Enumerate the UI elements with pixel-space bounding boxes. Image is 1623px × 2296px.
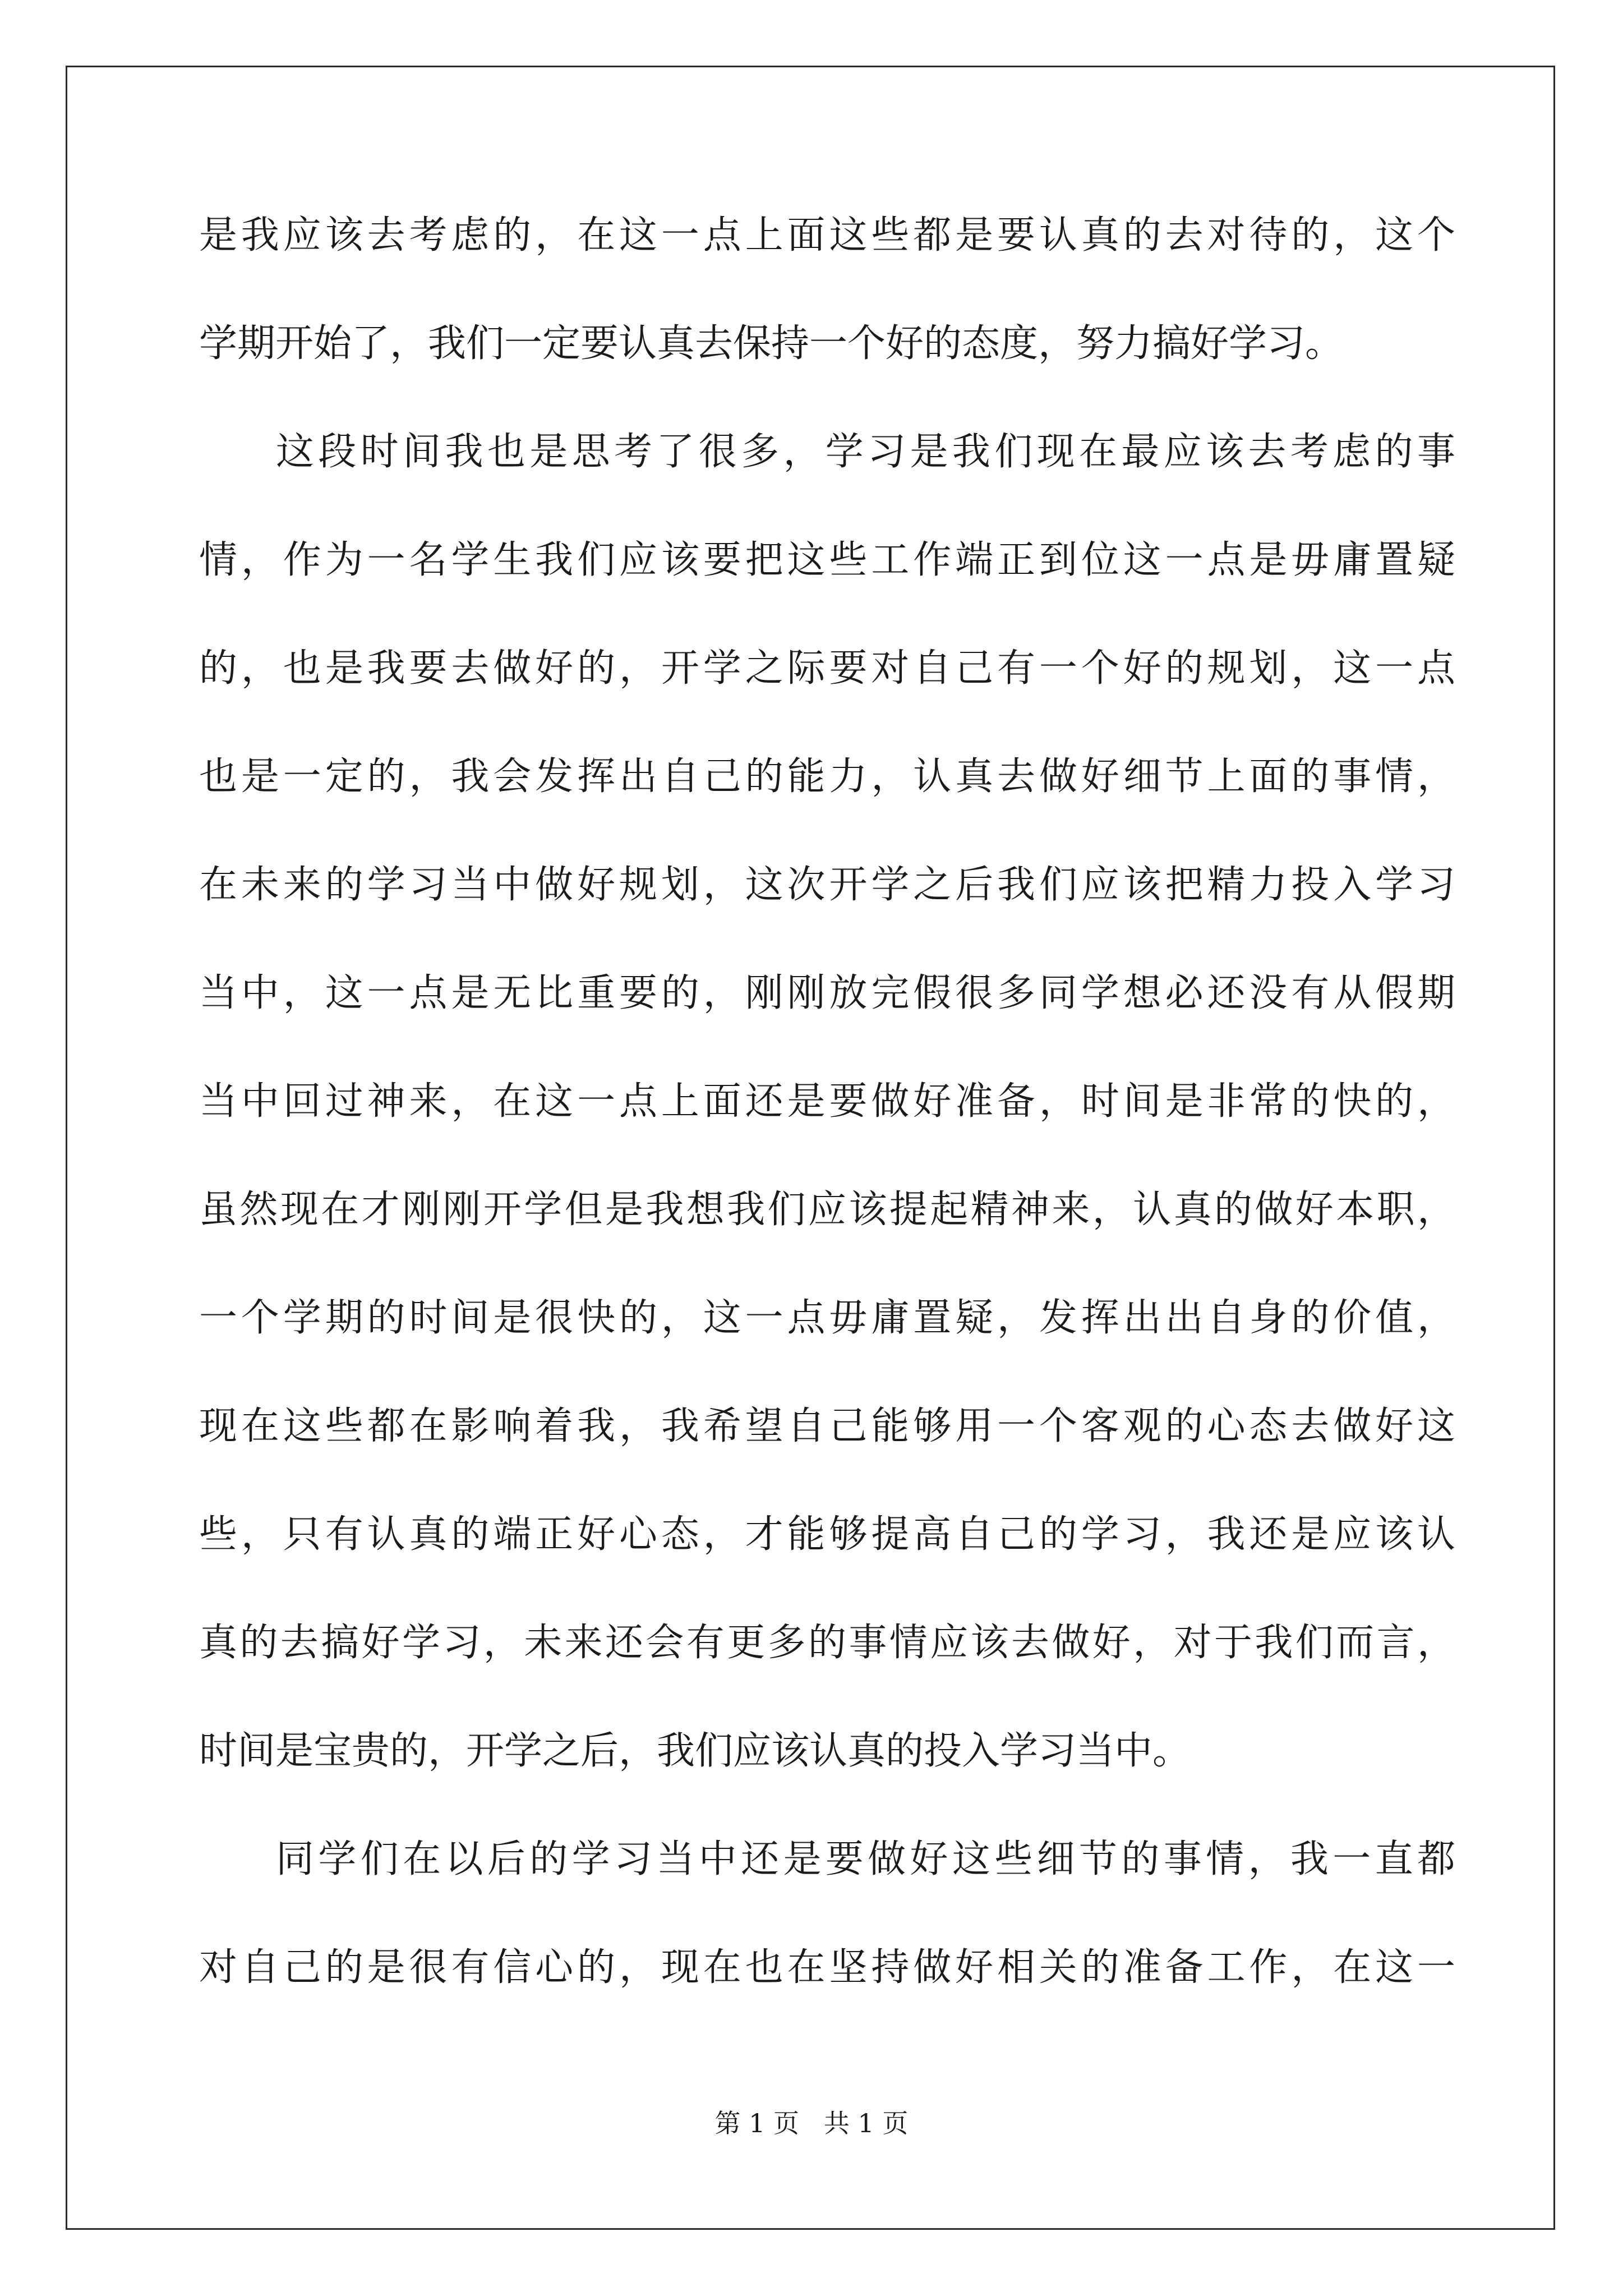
text-line: 时间是宝贵的，开学之后，我们应该认真的投入学习当中。 <box>199 1729 1191 1773</box>
text-line: 虽然现在才刚刚开学但是我想我们应该提起精神来，认真的做好本职， <box>199 1188 1455 1232</box>
text-line: 当中，这一点是无比重要的，刚刚放完假很多同学想必还没有从假期 <box>199 971 1455 1015</box>
text-line: 对自己的是很有信心的，现在也在坚持做好相关的准备工作，在这一 <box>199 1945 1455 1990</box>
text-line: 情，作为一名学生我们应该要把这些工作端正到位这一点是毋庸置疑 <box>199 538 1455 582</box>
paragraph-start-line: 这段时间我也是思考了很多，学习是我们现在最应该去考虑的事 <box>276 430 1455 474</box>
page-number-footer: 第 1 页 共 1 页 <box>714 2108 909 2138</box>
text-line: 也是一定的，我会发挥出自己的能力，认真去做好细节上面的事情， <box>199 754 1455 799</box>
text-line: 一个学期的时间是很快的，这一点毋庸置疑，发挥出出自身的价值， <box>199 1296 1455 1340</box>
document-body <box>199 208 1455 2048</box>
text-line: 些，只有认真的端正好心态，才能够提高自己的学习，我还是应该认 <box>199 1512 1455 1557</box>
text-line: 在未来的学习当中做好规划，这次开学之后我们应该把精力投入学习 <box>199 863 1455 907</box>
text-line: 当中回过神来，在这一点上面还是要做好准备，时间是非常的快的， <box>199 1079 1455 1124</box>
text-line: 现在这些都在影响着我，我希望自己能够用一个客观的心态去做好这 <box>199 1404 1455 1448</box>
text-line: 是我应该去考虑的，在这一点上面这些都是要认真的去对待的，这个 <box>199 213 1455 257</box>
text-line: 学期开始了，我们一定要认真去保持一个好的态度，努力搞好学习。 <box>199 321 1344 366</box>
text-line: 真的去搞好学习，未来还会有更多的事情应该去做好，对于我们而言， <box>199 1621 1455 1665</box>
paragraph-start-line: 同学们在以后的学习当中还是要做好这些细节的事情，我一直都 <box>276 1837 1455 1881</box>
text-line: 的，也是我要去做好的，开学之际要对自己有一个好的规划，这一点 <box>199 646 1455 691</box>
